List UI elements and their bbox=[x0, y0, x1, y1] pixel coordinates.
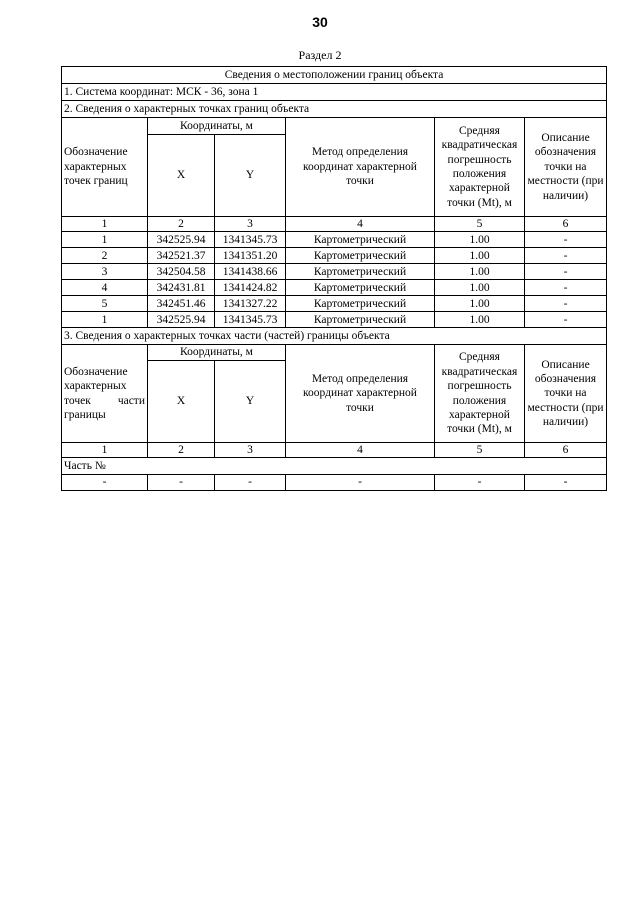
header-method: Метод определения координат характерной точки bbox=[286, 118, 435, 217]
header2-description: Описание обозначения точки на местности (при наличии) bbox=[525, 345, 607, 442]
header2-error: Средняя квадратическая погрешность положения характерной точки (Mt), м bbox=[435, 345, 525, 442]
header-coords: Координаты, м bbox=[148, 118, 286, 135]
header-point-label: Обозначение характерных точек границ bbox=[62, 118, 148, 217]
table-title: Сведения о местоположении границ объекта bbox=[62, 67, 607, 84]
part-label: Часть № bbox=[62, 458, 607, 475]
section-parts-title: 3. Сведения о характерных точках части (частей) границы объекта bbox=[62, 328, 607, 345]
page-number: 30 bbox=[312, 14, 328, 30]
table-row: 4 342431.81 1341424.82 Картометрический 1.00 - bbox=[62, 280, 607, 296]
header2-point-label: Обозначение характерных точек части границы bbox=[62, 345, 148, 442]
column-numbers-row-2: 1 2 3 4 5 6 bbox=[62, 442, 607, 457]
header2-y: Y bbox=[215, 360, 286, 442]
boundary-table bbox=[61, 66, 607, 491]
table-row: 2 342521.37 1341351.20 Картометрический 1.00 - bbox=[62, 248, 607, 264]
header2-method: Метод определения координат характерной точки bbox=[286, 345, 435, 442]
header-y: Y bbox=[215, 135, 286, 217]
table-row: 3 342504.58 1341438.66 Картометрический 1.00 - bbox=[62, 264, 607, 280]
column-numbers-row: 1 2 3 4 5 6 bbox=[62, 217, 607, 232]
header-error: Средняя квадратическая погрешность положения характерной точки (Mt), м bbox=[435, 118, 525, 217]
header-description: Описание обозначения точки на местности (при наличии) bbox=[525, 118, 607, 217]
table-row: - - - - - - bbox=[62, 475, 607, 491]
section-label: Раздел 2 bbox=[298, 48, 342, 62]
section-points-title: 2. Сведения о характерных точках границ объекта bbox=[62, 101, 607, 118]
header2-coords: Координаты, м bbox=[148, 345, 286, 360]
table-row: 1 342525.94 1341345.73 Картометрический 1.00 - bbox=[62, 232, 607, 248]
coord-system: 1. Система координат: МСК - 36, зона 1 bbox=[62, 84, 607, 101]
header2-x: X bbox=[148, 360, 215, 442]
header-x: X bbox=[148, 135, 215, 217]
table-row: 1 342525.94 1341345.73 Картометрический 1.00 - bbox=[62, 312, 607, 328]
table-row: 5 342451.46 1341327.22 Картометрический 1.00 - bbox=[62, 296, 607, 312]
